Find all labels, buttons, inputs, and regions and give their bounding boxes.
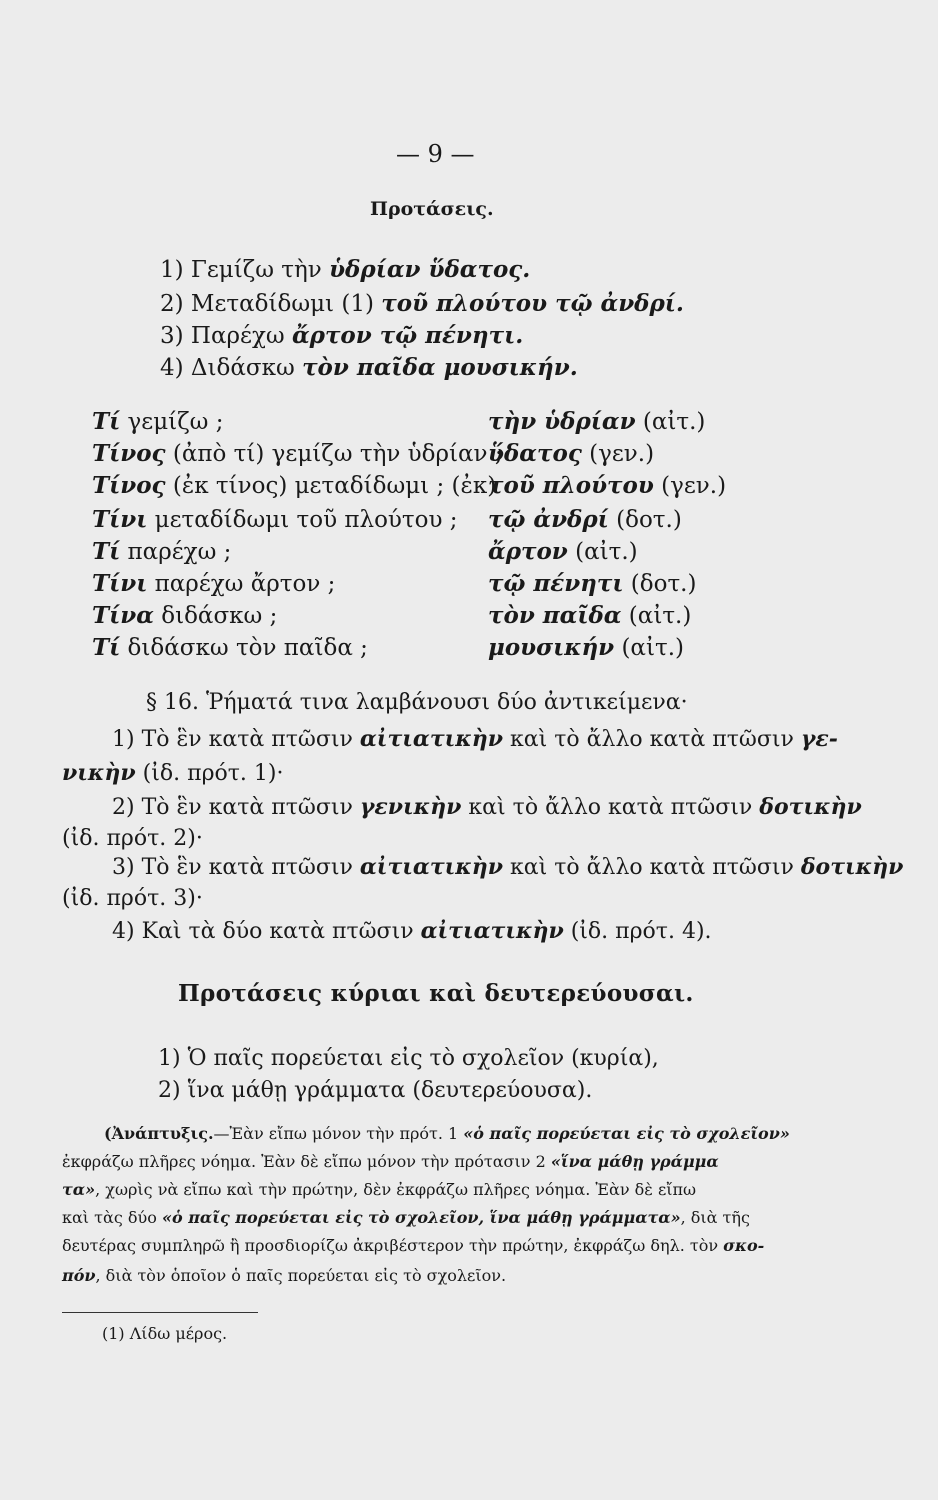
example-text: Μεταδίδωμι (1) bbox=[190, 291, 382, 317]
qa-answer-7: τὸν παῖδα (αἰτ.) bbox=[488, 602, 692, 629]
note-line-1: (Ἀνάπτυξις.—Ἐὰν εἴπω μόνον τὴν πρότ. 1 «ὁ παῖς πορεύεται εἰς τὸ σχολεῖον» bbox=[104, 1124, 790, 1143]
item-3-line-2: (ἰδ. πρότ. 3)· bbox=[62, 886, 203, 911]
qa-answer-6: τῷ πένητι (δοτ.) bbox=[488, 570, 697, 597]
paragraph-16-intro: § 16. Ῥήματά τινα λαμβάνουσι δύο ἀντικείμενα· bbox=[146, 690, 688, 715]
sentence-2: 2) ἵνα μάθῃ γράμματα (δευτερεύουσα). bbox=[158, 1078, 593, 1103]
item-1-line-2: νικὴν (ἰδ. πρότ. 1)· bbox=[62, 760, 284, 786]
example-2 bbox=[160, 290, 684, 317]
example-text: Διδάσκω bbox=[190, 355, 303, 381]
item-2-line-1: 2) Τὸ ἓν κατὰ πτῶσιν γενικὴν καὶ τὸ ἄλλο κατὰ πτῶσιν δοτικὴν bbox=[112, 794, 862, 820]
example-1 bbox=[160, 256, 530, 283]
example-4 bbox=[160, 354, 578, 381]
qa-question-5: Τί παρέχω ; bbox=[92, 538, 232, 565]
qa-answer-3: τοῦ πλούτου (γεν.) bbox=[488, 472, 727, 499]
example-text: Παρέχω bbox=[190, 323, 292, 349]
qa-answer-8: μουσικήν (αἰτ.) bbox=[488, 634, 684, 661]
note-line-4: καὶ τὰς δύο «ὁ παῖς πορεύεται εἰς τὸ σχολεῖον, ἵνα μάθῃ γράμματα», διὰ τῆς bbox=[62, 1208, 750, 1227]
qa-question-8: Τί διδάσκω τὸν παῖδα ; bbox=[92, 634, 368, 661]
example-bold: ἄρτον τῷ πένητι. bbox=[291, 322, 524, 349]
example-number: 4) bbox=[160, 355, 184, 381]
qa-question-6: Τίνι παρέχω ἄρτον ; bbox=[92, 570, 336, 597]
example-bold: ὑδρίαν ὕδατος. bbox=[329, 256, 531, 283]
qa-question-3: Τίνος (ἐκ τίνος) μεταδίδωμι ; (ἐκ) bbox=[92, 472, 497, 499]
section-2-title: Προτάσεις κύριαι καὶ δευτερεύουσαι. bbox=[178, 980, 694, 1007]
item-3-line-1: 3) Τὸ ἓν κατὰ πτῶσιν αἰτιατικὴν καὶ τὸ ἄλλο κατὰ πτῶσιν δοτικὴν bbox=[112, 854, 904, 880]
example-bold: τοῦ πλούτου τῷ ἀνδρί. bbox=[381, 290, 684, 317]
footnote: (1) Λίδω μέρος. bbox=[102, 1324, 228, 1343]
qa-answer-2: ὕδατος (γεν.) bbox=[488, 440, 655, 467]
note-line-5: δευτέρας συμπληρῶ ἢ προσδιορίζω ἀκριβέστερον τὴν πρώτην, ἐκφράζω δηλ. τὸν σκο- bbox=[62, 1236, 765, 1255]
example-3 bbox=[160, 322, 523, 349]
example-number: 1) bbox=[160, 257, 184, 283]
example-text: Γεμίζω τὴν bbox=[190, 257, 330, 283]
footnote-rule bbox=[62, 1312, 258, 1313]
page-number: — 9 — bbox=[396, 140, 475, 168]
item-4: 4) Καὶ τὰ δύο κατὰ πτῶσιν αἰτιατικὴν (ἰδ. πρότ. 4). bbox=[112, 918, 712, 944]
example-bold: τὸν παῖδα μουσικήν. bbox=[302, 354, 578, 381]
qa-question-7: Τίνα διδάσκω ; bbox=[92, 602, 278, 629]
sentence-1: 1) Ὁ παῖς πορεύεται εἰς τὸ σχολεῖον (κυρία), bbox=[158, 1046, 659, 1071]
item-1-line-1: 1) Τὸ ἓν κατὰ πτῶσιν αἰτιατικὴν καὶ τὸ ἄλλο κατὰ πτῶσιν γε- bbox=[112, 726, 838, 752]
qa-question-2: Τίνος (ἀπὸ τί) γεμίζω τὴν ὑδρίαν ; bbox=[92, 440, 503, 467]
note-line-6: πόν, διὰ τὸν ὁποῖον ὁ παῖς πορεύεται εἰς τὸ σχολεῖον. bbox=[62, 1266, 507, 1285]
example-number: 3) bbox=[160, 323, 184, 349]
qa-answer-5: ἄρτον (αἰτ.) bbox=[488, 538, 638, 565]
qa-answer-4: τῷ ἀνδρί (δοτ.) bbox=[488, 506, 682, 533]
qa-answer-1: τὴν ὑδρίαν (αἰτ.) bbox=[488, 408, 706, 435]
note-line-3: τα», χωρὶς νὰ εἴπω καὶ τὴν πρώτην, δὲν ἐκφράζω πλῆρες νόημα. Ἐὰν δὲ εἴπω bbox=[62, 1180, 697, 1199]
example-number: 2) bbox=[160, 291, 184, 317]
item-2-line-2: (ἰδ. πρότ. 2)· bbox=[62, 826, 203, 851]
qa-question-4: Τίνι μεταδίδωμι τοῦ πλούτου ; bbox=[92, 506, 458, 533]
note-line-2: ἐκφράζω πλῆρες νόημα. Ἐὰν δὲ εἴπω μόνον τὴν πρότασιν 2 «ἵνα μάθῃ γράμμα bbox=[62, 1152, 719, 1171]
qa-question-1: Τί γεμίζω ; bbox=[92, 408, 224, 435]
section-title: Προτάσεις. bbox=[370, 198, 494, 220]
